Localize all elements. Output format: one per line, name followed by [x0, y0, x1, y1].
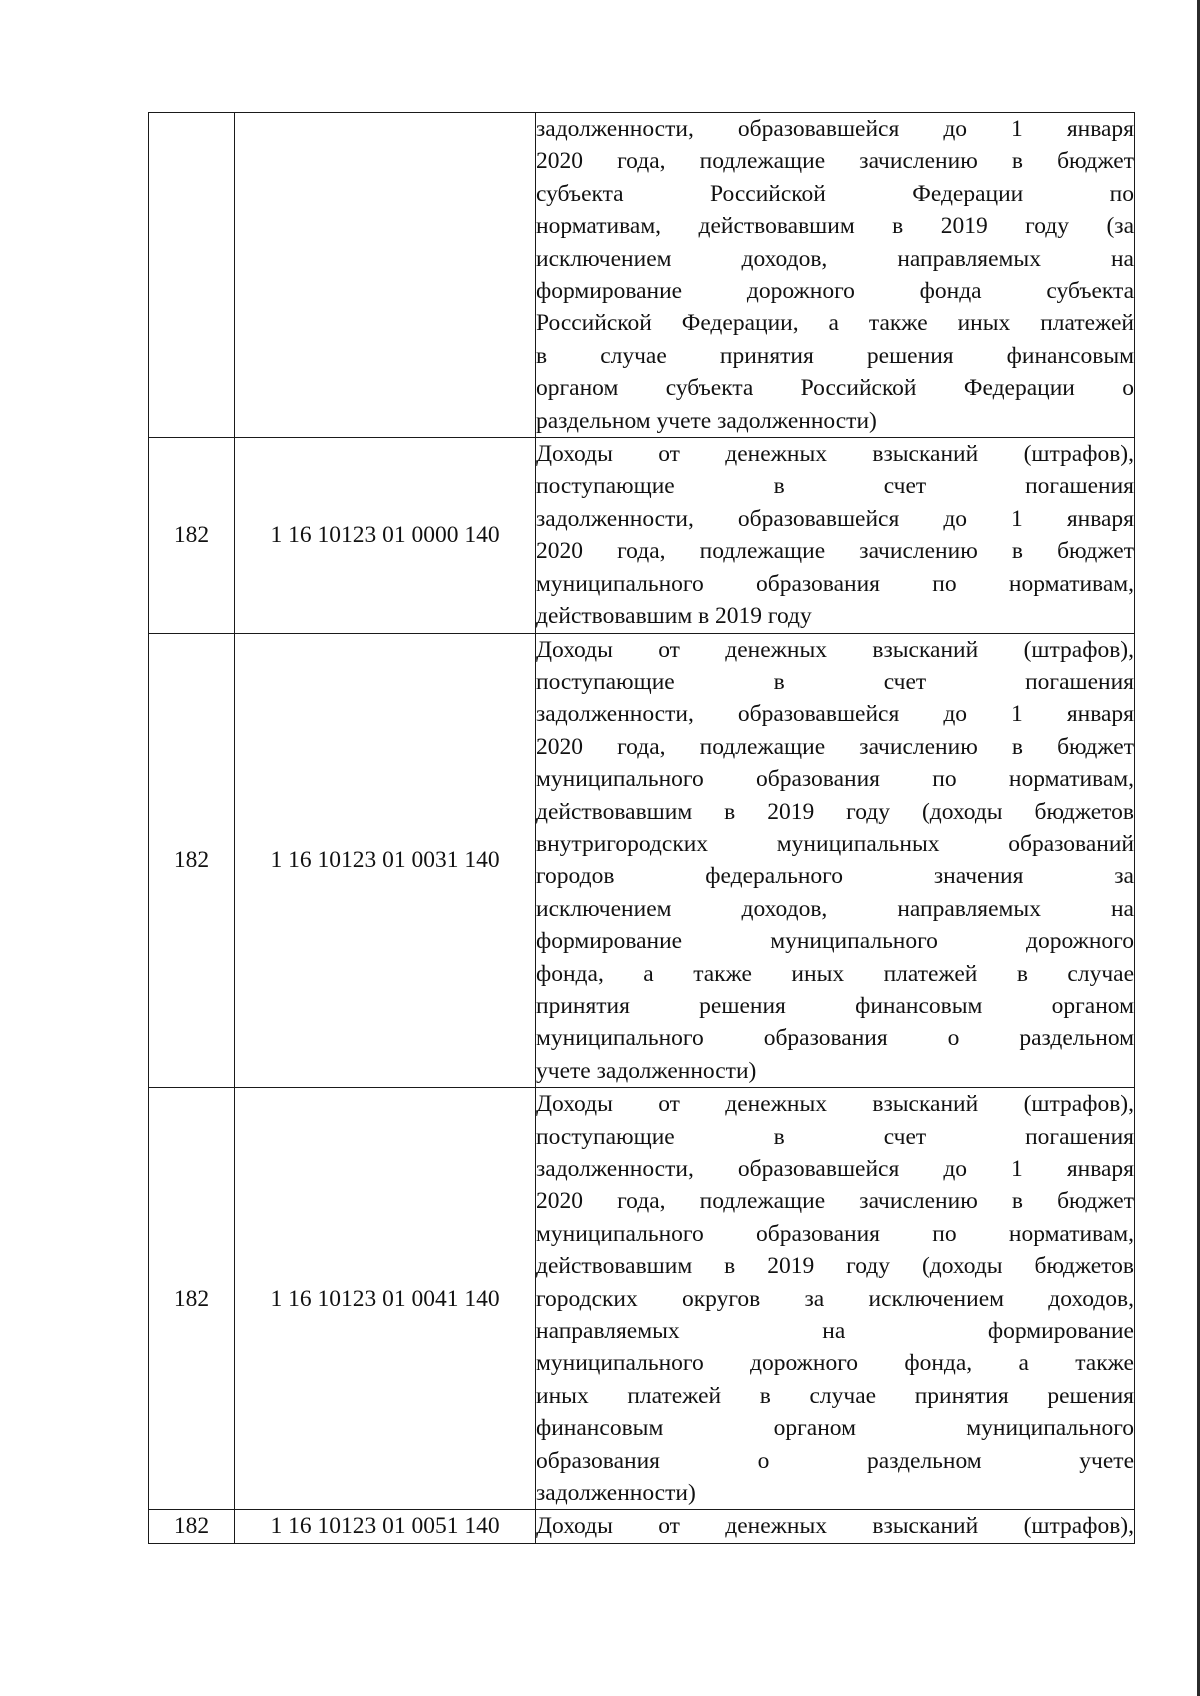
description-line: Доходы от денежных взысканий (штрафов), [536, 1513, 1134, 1540]
kbk-code-cell: 1 16 10123 01 0041 140 [235, 1088, 536, 1510]
description-line: городских округов за исключением доходов, [536, 1285, 1134, 1312]
admin-code-cell: 182 [149, 1088, 235, 1510]
description-line: 2020 года, подлежащие зачислению в бюджет [536, 733, 1134, 760]
description-line: раздельном учете задолженности) [536, 407, 877, 434]
revenue-codes-table [148, 112, 1135, 1544]
description-line: субъекта Российской Федерации по [536, 180, 1134, 207]
description-line: задолженности, образовавшейся до 1 января [536, 116, 1134, 142]
description-cell [536, 438, 1135, 633]
description-line: направляемых на формирование [536, 1318, 1134, 1345]
description-line: Доходы от денежных взысканий (штрафов), [536, 1091, 1134, 1118]
admin-code-cell: 182 [149, 633, 235, 1088]
description-line: поступающие в счет погашения [536, 668, 1134, 695]
description-line: Доходы от денежных взысканий (штрафов), [536, 636, 1134, 663]
description-line: действовавшим в 2019 году (доходы бюджетов [536, 798, 1134, 825]
description-line: фонда, а также иных платежей в случае [536, 960, 1134, 987]
description-line: формирование дорожного фонда субъекта [536, 278, 1134, 305]
description-line: 2020 года, подлежащие зачислению в бюджет [536, 538, 1134, 565]
description-line: 2020 года, подлежащие зачислению в бюджет [536, 148, 1134, 175]
admin-code-cell: 182 [149, 1510, 235, 1543]
description-line: действовавшим в 2019 году (доходы бюджетов [536, 1253, 1134, 1280]
description-line: поступающие в счет погашения [536, 1123, 1134, 1150]
description-line: муниципального образования по нормативам, [536, 570, 1134, 597]
description-line: Доходы от денежных взысканий (штрафов), [536, 441, 1134, 468]
description-cell [536, 633, 1135, 1088]
kbk-code-cell [235, 113, 536, 438]
table-row [149, 1088, 1135, 1510]
description-line: действовавшим в 2019 году [536, 603, 812, 630]
description-line: финансовым органом муниципального [536, 1415, 1134, 1442]
description-line: поступающие в счет погашения [536, 473, 1134, 500]
description-line: задолженности, образовавшейся до 1 января [536, 701, 1134, 728]
description-cell [536, 113, 1135, 438]
description-line: муниципального образования по нормативам, [536, 766, 1134, 793]
description-line: формирование муниципального дорожного [536, 928, 1134, 955]
table-row [149, 1510, 1135, 1543]
description-line: в случае принятия решения финансовым [536, 342, 1134, 369]
table-row [149, 633, 1135, 1088]
kbk-code-cell: 1 16 10123 01 0031 140 [235, 633, 536, 1088]
description-line: принятия решения финансовым органом [536, 992, 1134, 1019]
description-cell [536, 1510, 1135, 1543]
description-line: органом субъекта Российской Федерации о [536, 375, 1134, 402]
description-line: образования о раздельном учете [536, 1447, 1134, 1474]
description-line: 2020 года, подлежащие зачислению в бюджет [536, 1188, 1134, 1215]
description-line: городов федерального значения за [536, 863, 1134, 890]
description-line: задолженности, образовавшейся до 1 января [536, 1156, 1134, 1182]
kbk-code-cell: 1 16 10123 01 0000 140 [235, 438, 536, 633]
description-line: Российской Федерации, а также иных платежей [536, 310, 1134, 337]
description-line: муниципального образования о раздельном [536, 1025, 1134, 1052]
table-row [149, 113, 1135, 438]
description-line: задолженности, образовавшейся до 1 января [536, 505, 1134, 532]
description-cell [536, 1088, 1135, 1510]
admin-code-cell [149, 113, 235, 438]
description-line: учете задолженности) [536, 1057, 757, 1084]
description-line: внутригородских муниципальных образований [536, 830, 1134, 857]
description-line: исключением доходов, направляемых на [536, 245, 1134, 272]
description-line: муниципального образования по нормативам, [536, 1220, 1134, 1247]
description-line: исключением доходов, направляемых на [536, 895, 1134, 922]
description-line: иных платежей в случае принятия решения [536, 1382, 1134, 1409]
description-line: нормативам, действовавшим в 2019 году (за [536, 213, 1134, 240]
admin-code-cell: 182 [149, 438, 235, 633]
table-body [149, 113, 1135, 1544]
description-line: муниципального дорожного фонда, а также [536, 1350, 1134, 1377]
table-row [149, 438, 1135, 633]
kbk-code-cell: 1 16 10123 01 0051 140 [235, 1510, 536, 1543]
description-line: задолженности) [536, 1480, 696, 1507]
